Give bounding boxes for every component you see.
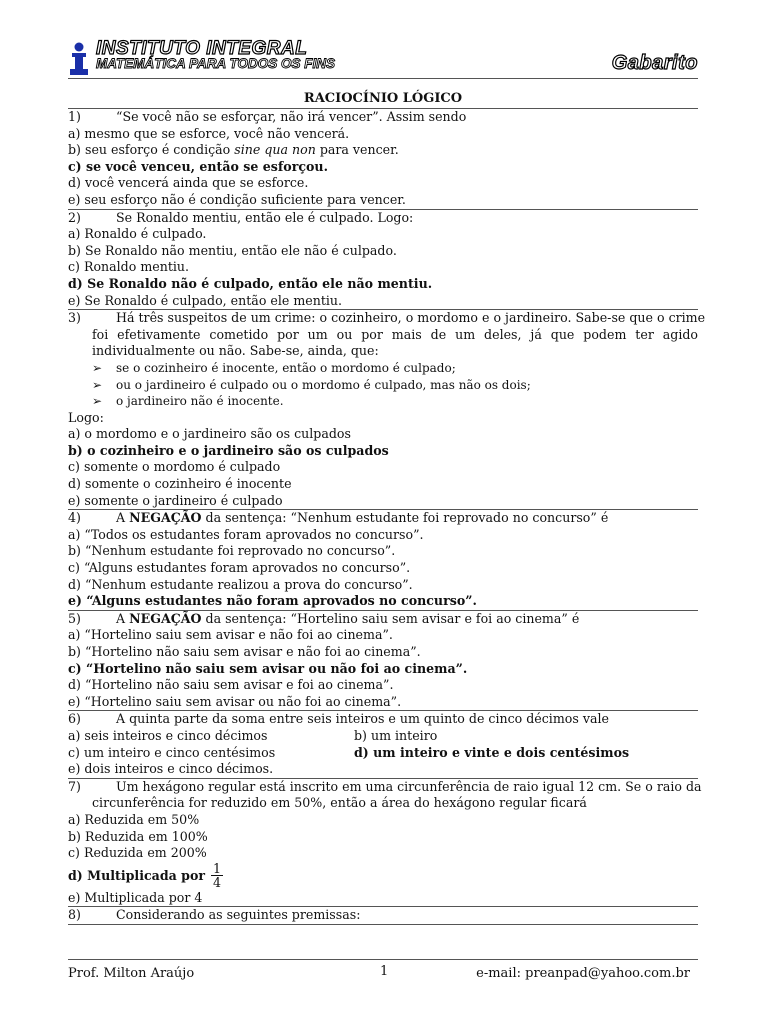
option-d-correct: d) Se Ronaldo não é culpado, então ele não mentiu. xyxy=(68,275,433,291)
option-d: d) “Nenhum estudante realizou a prova do concurso”. xyxy=(68,576,413,592)
option-a: a) “Todos os estudantes foram aprovados no concurso”. xyxy=(68,526,424,542)
option-d: d) somente o cozinheiro é inocente xyxy=(68,476,292,492)
option-d: d) “Hortelino não saiu sem avisar e foi ao cinema”. xyxy=(68,677,394,693)
question-3 xyxy=(68,309,706,509)
page-title: RACIOCÍNIO LÓGICO xyxy=(303,91,463,106)
question-5 xyxy=(68,610,698,711)
option-a: a) Ronaldo é culpado. xyxy=(68,226,207,242)
gabarito-label: Gabarito xyxy=(611,52,698,74)
question-text: Há três suspeitos de um crime: o cozinheiro, o mordomo e o jardineiro. Sabe-se que o crime xyxy=(116,310,706,326)
question-8 xyxy=(68,906,698,924)
question-text: “Se você não se esforçar, não irá vencer”. Assim sendo xyxy=(116,109,467,124)
option-b: b) “Hortelino não saiu sem avisar e não foi ao cinema”. xyxy=(68,644,421,659)
logo-label: Logo: xyxy=(68,409,104,425)
option-b: b) Se Ronaldo não mentiu, então ele não é culpado. xyxy=(68,242,397,258)
option-b-correct: b) o cozinheiro e o jardineiro são os culpados xyxy=(68,442,389,458)
page-number: 1 xyxy=(380,964,389,979)
question-number: 6) xyxy=(68,711,81,727)
question-number: 4) xyxy=(68,510,81,526)
question-text-continued: foi efetivamente cometido por um ou por mais de um deles, já que podem ter agido individualmente ou não. Sabe-se, ainda, que: xyxy=(92,326,698,359)
premise-item: ➢ o jardineiro não é inocente. xyxy=(92,394,284,409)
question-number: 2) xyxy=(68,209,81,225)
question-text-continued: circunferência for reduzido em 50%, então a área do hexágono regular ficará xyxy=(92,795,587,811)
page-footer xyxy=(68,962,698,982)
question-number: 3) xyxy=(68,310,81,326)
option-c: c) Ronaldo mentiu. xyxy=(68,259,190,275)
question-4 xyxy=(68,509,698,610)
option-b: b) “Nenhum estudante foi reprovado no concurso”. xyxy=(68,543,396,559)
option-a: a) seis inteiros e cinco décimos xyxy=(68,727,268,743)
question-2 xyxy=(68,209,698,310)
logo-subtitle: MATEMÁTICA PARA TODOS OS FINS xyxy=(96,56,335,71)
question-text: Se Ronaldo mentiu, então ele é culpado. Logo: xyxy=(116,209,414,225)
option-c-correct: c) “Hortelino não saiu sem avisar ou não foi ao cinema”. xyxy=(68,660,468,676)
question-text: A quinta parte da soma entre seis inteiros e um quinto de cinco décimos vale xyxy=(116,711,609,727)
option-a: a) mesmo que se esforce, você não vencerá. xyxy=(68,125,350,141)
logo-icon xyxy=(68,42,90,76)
arrow-bullet-icon: ➢ xyxy=(92,394,103,409)
option-b: b) Reduzida em 100% xyxy=(68,828,208,844)
premise-item: ➢ se o cozinheiro é inocente, então o mordomo é culpado; xyxy=(92,360,456,375)
option-b: b) um inteiro xyxy=(354,727,438,743)
question-8-end-divider xyxy=(68,924,698,925)
option-c: c) Reduzida em 200% xyxy=(68,845,207,861)
footer-divider xyxy=(68,959,698,960)
question-7 xyxy=(68,778,702,907)
option-c-correct: c) se você venceu, então se esforçou. xyxy=(68,158,328,174)
header-divider xyxy=(68,78,698,79)
question-text: Considerando as seguintes premissas: xyxy=(116,907,361,923)
question-text: Um hexágono regular está inscrito em uma circunferência de raio igual 12 cm. Se o raio da xyxy=(116,778,702,794)
option-a: a) “Hortelino saiu sem avisar e não foi ao cinema”. xyxy=(68,627,393,643)
option-d-correct: d) um inteiro e vinte e dois centésimos xyxy=(354,744,630,760)
premise-item: ➢ ou o jardineiro é culpado ou o mordomo é culpado, mas não os dois; xyxy=(92,377,531,392)
option-c: c) somente o mordomo é culpado xyxy=(68,459,281,475)
option-e: e) somente o jardineiro é culpado xyxy=(68,492,283,508)
footer-author: Prof. Milton Araújo xyxy=(68,966,195,981)
option-e: e) Multiplicada por 4 xyxy=(68,889,203,905)
option-e-correct: e) “Alguns estudantes não foram aprovados no concurso”. xyxy=(68,593,477,609)
question-6 xyxy=(68,710,698,777)
question-number: 5) xyxy=(68,610,81,626)
arrow-bullet-icon: ➢ xyxy=(92,360,103,375)
option-e: e) dois inteiros e cinco décimos. xyxy=(68,761,274,777)
option-d: d) você vencerá ainda que se esforce. xyxy=(68,175,309,191)
fraction: $\frac{1}{4}$ xyxy=(213,861,222,891)
option-a: a) o mordomo e o jardineiro são os culpados xyxy=(68,426,351,442)
question-number: 7) xyxy=(68,778,81,794)
option-e: e) Se Ronaldo é culpado, então ele mentiu. xyxy=(68,292,343,308)
option-a: a) Reduzida em 50% xyxy=(68,811,200,827)
option-b: b) seu esforço é condição sine qua non para vencer. xyxy=(68,142,399,158)
question-1 xyxy=(68,108,698,209)
question-number: 1) xyxy=(68,109,81,124)
question-text: A NEGAÇÃO da sentença: “Nenhum estudante foi reprovado no concurso” é xyxy=(116,510,609,526)
logo-title: INSTITUTO INTEGRAL xyxy=(96,38,308,59)
option-d-correct: d) Multiplicada por $\frac{1}{4}$ xyxy=(68,861,222,891)
option-e: e) seu esforço não é condição suficiente para vencer. xyxy=(68,191,406,207)
option-c: c) “Alguns estudantes foram aprovados no concurso”. xyxy=(68,560,411,576)
option-e: e) “Hortelino saiu sem avisar ou não foi ao cinema”. xyxy=(68,693,402,709)
option-c: c) um inteiro e cinco centésimos xyxy=(68,744,276,760)
page-header xyxy=(68,38,698,78)
footer-email: e-mail: preanpad@yahoo.com.br xyxy=(476,966,690,981)
question-text: A NEGAÇÃO da sentença: “Hortelino saiu sem avisar e foi ao cinema” é xyxy=(116,610,580,626)
question-number: 8) xyxy=(68,907,81,923)
premise-list xyxy=(68,360,698,410)
document-body xyxy=(68,88,706,925)
arrow-bullet-icon: ➢ xyxy=(92,377,103,392)
